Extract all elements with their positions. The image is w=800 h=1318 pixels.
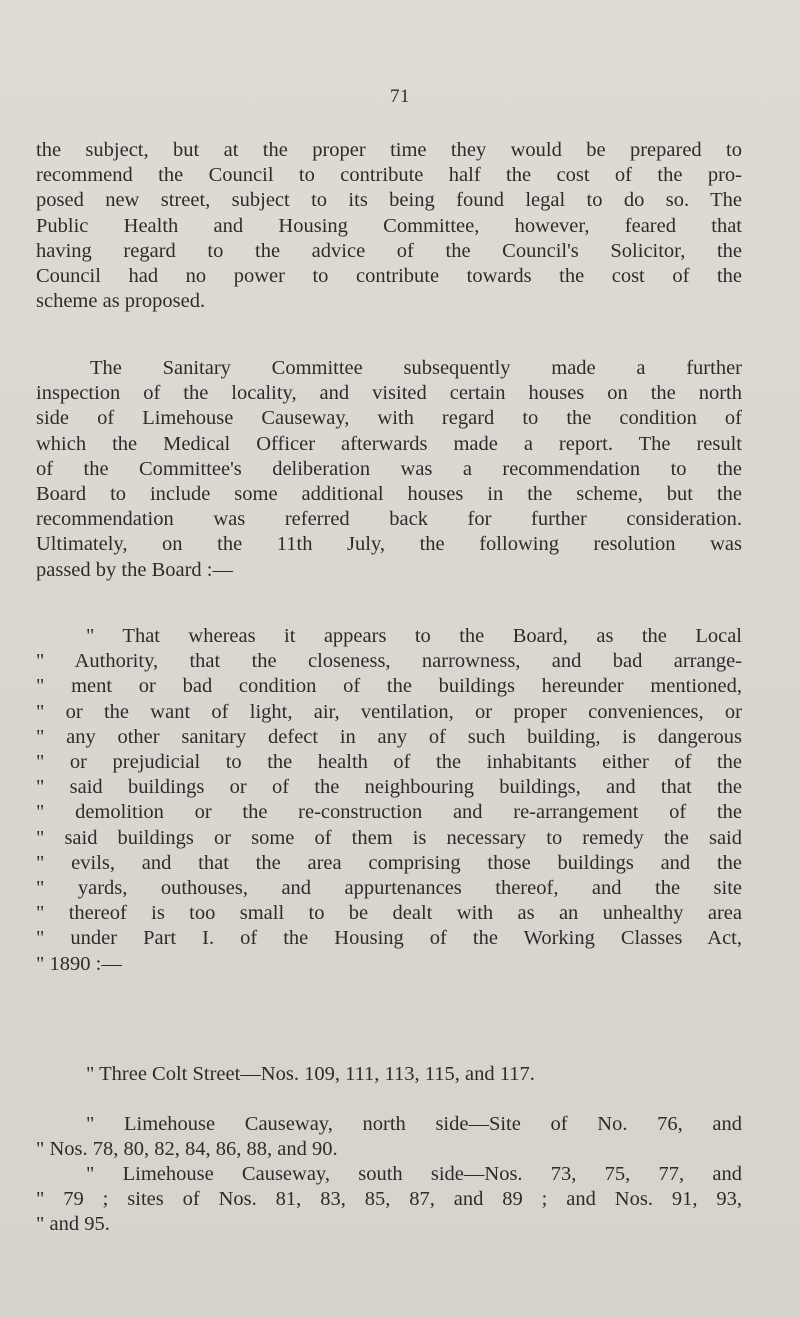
quote-line: " said buildings or of the neighbouring buildings, and that the: [36, 776, 742, 799]
quote-line: " Authority, that the closeness, narrowness, and bad arrange-: [36, 650, 742, 673]
item-line: " Nos. 78, 80, 82, 84, 86, 88, and 90.: [36, 1138, 338, 1161]
text-line: recommend the Council to contribute half the cost of the pro-: [36, 164, 742, 187]
paragraph-sanitary-committee: [36, 356, 742, 583]
text-line: Ultimately, on the 11th July, the following resolution was: [36, 533, 742, 556]
quote-line: " under Part I. of the Housing of the Working Classes Act,: [36, 927, 742, 950]
item-limehouse-south: [36, 1162, 742, 1238]
text-line: which the Medical Officer afterwards made a report. The result: [36, 432, 742, 455]
text-line: Public Health and Housing Committee, however, feared that: [36, 214, 742, 237]
item-line: " Limehouse Causeway, north side—Site of No. 76, and: [86, 1113, 742, 1135]
quote-line: " ment or bad condition of the buildings hereunder mentioned,: [36, 675, 742, 698]
text-line: having regard to the advice of the Council's Solicitor, the: [36, 239, 742, 262]
paragraph-council-contribution: [36, 138, 742, 314]
text-line: passed by the Board :—: [36, 558, 233, 581]
item-line: " and 95.: [36, 1213, 110, 1236]
text-line: Board to include some additional houses in the scheme, but the: [36, 483, 742, 506]
quote-line: " demolition or the re-construction and re-arrangement of the: [36, 801, 742, 824]
item-limehouse-north: [36, 1112, 742, 1162]
text-line: the subject, but at the proper time they would be prepared to: [36, 139, 742, 161]
text-line: inspection of the locality, and visited certain houses on the north: [36, 382, 742, 405]
page-number: 71: [390, 86, 410, 107]
quote-line: " said buildings or some of them is necessary to remedy the said: [36, 826, 742, 849]
text-line: of the Committee's deliberation was a recommendation to the: [36, 457, 742, 480]
quote-line: " evils, and that the area comprising those buildings and the: [36, 851, 742, 874]
text-line: The Sanitary Committee subsequently made a further: [90, 357, 742, 379]
item-line: " Three Colt Street—Nos. 109, 111, 113, 115, and 117.: [86, 1063, 535, 1085]
text-line: recommendation was referred back for further consideration.: [36, 508, 742, 531]
quote-line: " yards, outhouses, and appurtenances thereof, and the site: [36, 877, 742, 900]
quote-line: " That whereas it appears to the Board, as the Local: [86, 625, 742, 647]
item-line: " 79 ; sites of Nos. 81, 83, 85, 87, and 89 ; and Nos. 91, 93,: [36, 1188, 742, 1211]
quote-line: " or the want of light, air, ventilation, or proper conveniences, or: [36, 700, 742, 723]
quote-line: " or prejudicial to the health of the inhabitants either of the: [36, 751, 742, 774]
quote-line: " 1890 :—: [36, 952, 122, 975]
text-line: Council had no power to contribute towards the cost of the: [36, 265, 742, 288]
resolution-quote: [36, 624, 742, 977]
text-line: side of Limehouse Causeway, with regard to the condition of: [36, 407, 742, 430]
item-line: " Limehouse Causeway, south side—Nos. 73, 75, 77, and: [86, 1163, 742, 1185]
text-line: posed new street, subject to its being found legal to do so. The: [36, 189, 742, 212]
item-three-colt-street: [36, 1062, 742, 1087]
quote-line: " thereof is too small to be dealt with as an unhealthy area: [36, 902, 742, 925]
text-line: scheme as proposed.: [36, 290, 206, 313]
quote-line: " any other sanitary defect in any of such building, is dangerous: [36, 725, 742, 748]
